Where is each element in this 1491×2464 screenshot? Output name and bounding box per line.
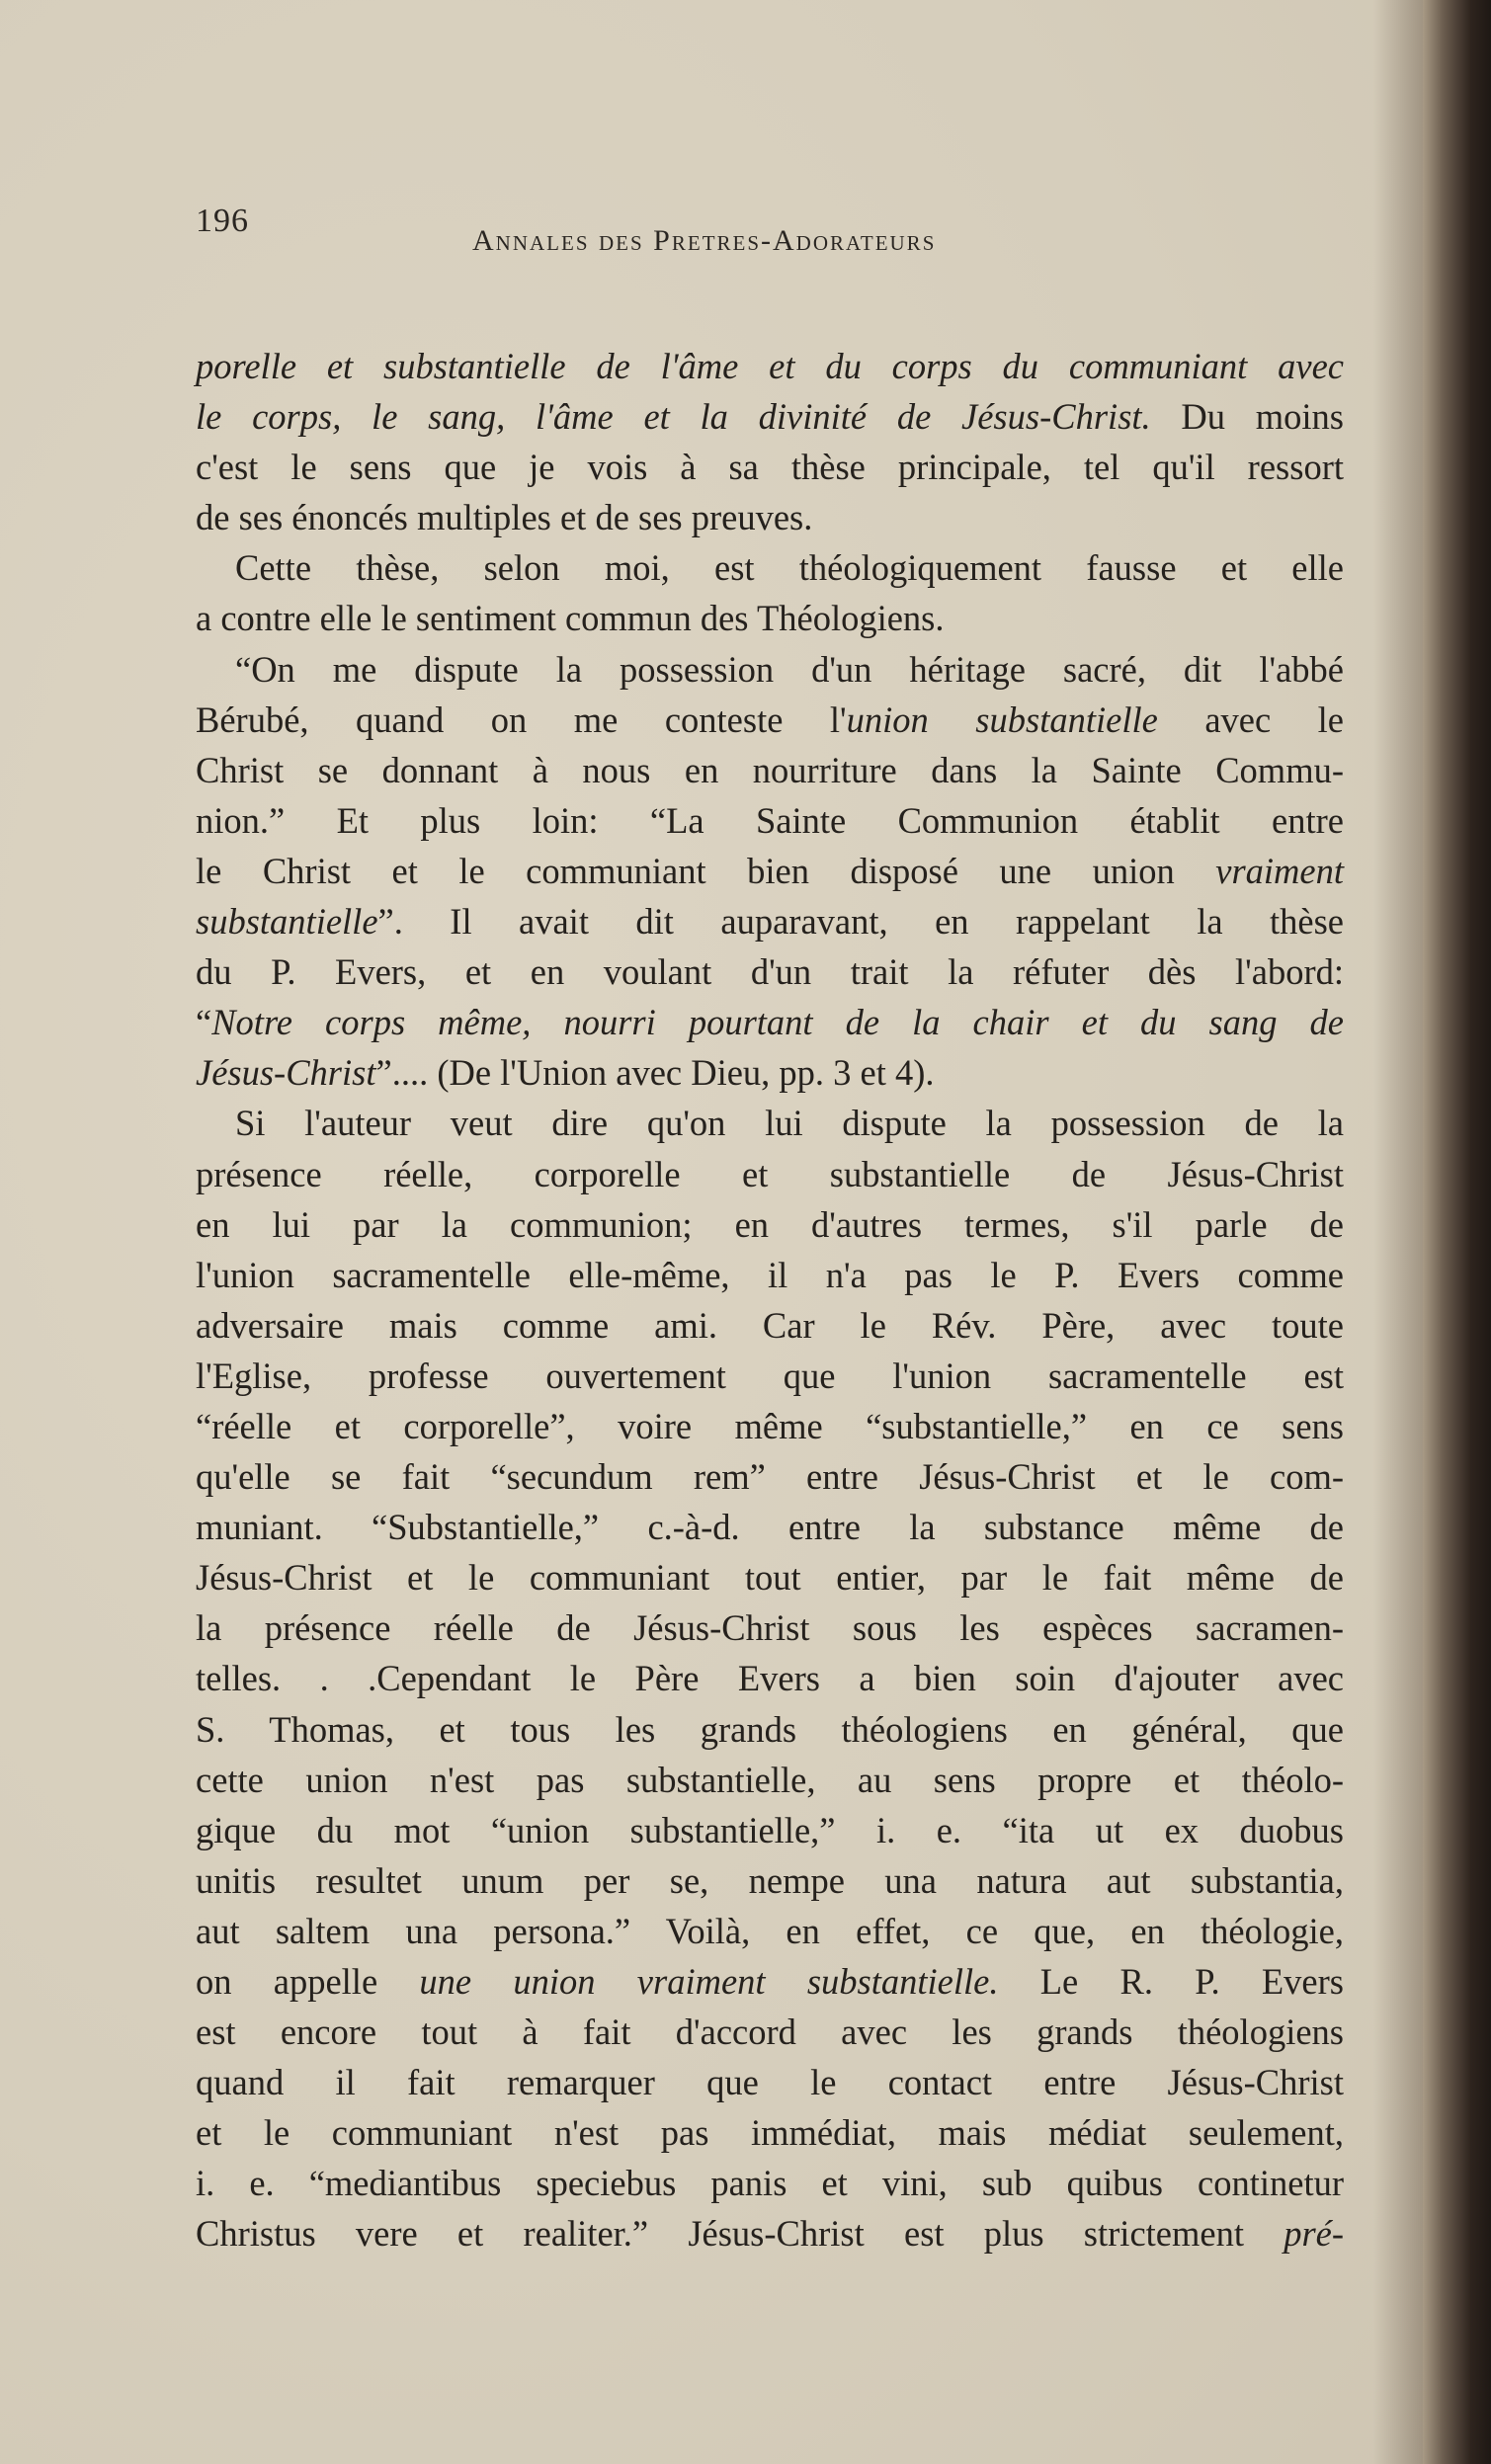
text-segment: on appelle [196, 1961, 420, 2002]
text-segment: en lui par la communion; en d'autres termes, s'il parle de [196, 1203, 1344, 1245]
text-line [196, 1199, 1344, 1250]
text-segment: i. e. “mediantibus speciebus panis et vini, sub quibus continetur [196, 2163, 1344, 2204]
text-line [196, 2158, 1344, 2208]
text-line [196, 391, 1344, 442]
text-segment: adversaire mais comme ami. Car le Rév. Père, avec toute [196, 1304, 1344, 1346]
text-segment: avec le [1157, 698, 1345, 740]
text-segment: telles. . .Cependant le Père Evers a bien soin d'ajouter avec [196, 1658, 1344, 1699]
text-segment: présence réelle, corporelle et substantielle de Jésus-Christ [196, 1153, 1344, 1194]
italic-segment: union substantielle [846, 698, 1158, 740]
text-segment: quand il fait remarquer que le contact entre Jésus-Christ [196, 2062, 1344, 2103]
text-segment: S. Thomas, et tous les grands théologiens en général, que [196, 1708, 1344, 1750]
italic-segment: pré- [1284, 2213, 1344, 2255]
text-line [196, 644, 1344, 695]
text-segment: aut saltem una persona.” Voilà, en effet, ce que, en théologie, [196, 1910, 1344, 1951]
text-segment: muniant. “Substantielle,” c.-à-d. entre la substance même de [196, 1507, 1344, 1548]
text-segment: “On me dispute la possession d'un héritage sacré, dit l'abbé [235, 648, 1344, 690]
text-line [196, 442, 1344, 492]
text-line [196, 1250, 1344, 1300]
text-segment: ”.... (De l'Union avec Dieu, pp. 3 et 4). [375, 1052, 935, 1094]
text-segment: unitis resultet unum per se, nempe una natura aut substantia, [196, 1859, 1344, 1901]
italic-segment: le corps, le sang, l'âme et la divinité de Jésus-Christ. [196, 396, 1151, 438]
text-segment: l'union sacramentelle elle-même, il n'a pas le P. Evers comme [196, 1254, 1344, 1295]
text-line [196, 1602, 1344, 1653]
text-segment: du P. Evers, et en voulant d'un trait la réfuter dès l'abord: [196, 951, 1344, 993]
text-segment: nion.” Et plus loin: “La Sainte Communion établit entre [196, 799, 1344, 841]
text-segment: Cette thèse, selon moi, est théologiquement fausse et elle [235, 547, 1344, 589]
text-line [196, 1704, 1344, 1755]
italic-segment: porelle et substantielle de l'âme et du corps du communiant avec [196, 346, 1344, 386]
text-line [196, 1855, 1344, 1906]
text-line [196, 1755, 1344, 1805]
text-line [196, 1149, 1344, 1199]
text-segment: l'Eglise, professe ouvertement que l'union sacramentelle est [196, 1355, 1344, 1396]
text-segment: Du moins [1150, 396, 1344, 438]
text-segment: le Christ et le communiant bien disposé une union [196, 850, 1216, 891]
text-segment: et le communiant n'est pas immédiat, mais médiat seulement, [196, 2112, 1344, 2154]
text-line [196, 1653, 1344, 1703]
text-segment: est encore tout à fait d'accord avec les grands théologiens [196, 2012, 1344, 2053]
text-line [196, 795, 1344, 846]
text-line [196, 846, 1344, 896]
text-segment: qu'elle se fait “secundum rem” entre Jésus-Christ et le com- [196, 1456, 1344, 1498]
text-line [196, 492, 1344, 542]
text-line [196, 341, 1344, 391]
text-line [196, 2107, 1344, 2158]
text-segment: Si l'auteur veut dire qu'on lui dispute la possession de la [235, 1103, 1344, 1144]
text-line [196, 1502, 1344, 1552]
running-title: Annales des Pretres-Adorateurs [472, 224, 937, 257]
text-line [196, 2208, 1344, 2259]
text-line [196, 1401, 1344, 1451]
text-line [196, 1451, 1344, 1502]
text-line [196, 542, 1344, 593]
text-segment: “réelle et corporelle”, voire même “substantielle,” en ce sens [196, 1405, 1344, 1446]
italic-segment: vraiment [1215, 850, 1344, 891]
text-segment: de ses énoncés multiples et de ses preuves. [196, 497, 813, 538]
text-line [196, 695, 1344, 745]
text-line [196, 1906, 1344, 1956]
text-line [196, 1047, 1344, 1098]
text-line [196, 745, 1344, 795]
text-line [196, 593, 1344, 643]
text-line [196, 2007, 1344, 2057]
italic-segment: Jésus-Christ [196, 1052, 376, 1094]
page-edge-shadow [1373, 0, 1423, 2464]
italic-segment: une union vraiment substantielle. [419, 1961, 999, 2002]
text-line [196, 997, 1344, 1047]
text-segment: cette union n'est pas substantielle, au sens propre et théolo- [196, 1759, 1344, 1800]
text-segment: la présence réelle de Jésus-Christ sous les espèces sacramen- [196, 1607, 1344, 1649]
page-number: 196 [196, 203, 249, 239]
text-segment: ”. Il avait dit auparavant, en rappelant la thèse [377, 901, 1344, 943]
text-line [196, 1805, 1344, 1855]
book-gutter [1423, 0, 1491, 2464]
text-segment: c'est le sens que je vois à sa thèse principale, tel qu'il ressort [196, 447, 1344, 488]
text-segment: Bérubé, quand on me conteste l' [196, 698, 847, 740]
text-segment: gique du mot “union substantielle,” i. e. “ita ut ex duobus [196, 1809, 1344, 1850]
text-line [196, 1956, 1344, 2007]
italic-segment: Notre corps même, nourri pourtant de la chair et du sang de [211, 1002, 1344, 1043]
text-segment: Christ se donnant à nous en nourriture dans la Sainte Commu- [196, 749, 1344, 790]
page-header [196, 203, 1362, 262]
text-segment: Christus vere et realiter.” Jésus-Christ est plus strictement [196, 2213, 1284, 2255]
text-line [196, 946, 1344, 997]
italic-segment: substantielle [196, 901, 378, 943]
text-line [196, 1300, 1344, 1351]
text-segment: Le R. P. Evers [998, 1961, 1344, 2002]
text-line [196, 1351, 1344, 1401]
text-line [196, 1098, 1344, 1148]
text-line [196, 2057, 1344, 2107]
text-segment: Jésus-Christ et le communiant tout entier, par le fait même de [196, 1557, 1344, 1599]
body-text [196, 341, 1344, 2259]
text-segment: “ [196, 1002, 212, 1043]
text-line [196, 1552, 1344, 1602]
text-line [196, 896, 1344, 946]
text-segment: a contre elle le sentiment commun des Théologiens. [196, 598, 945, 639]
